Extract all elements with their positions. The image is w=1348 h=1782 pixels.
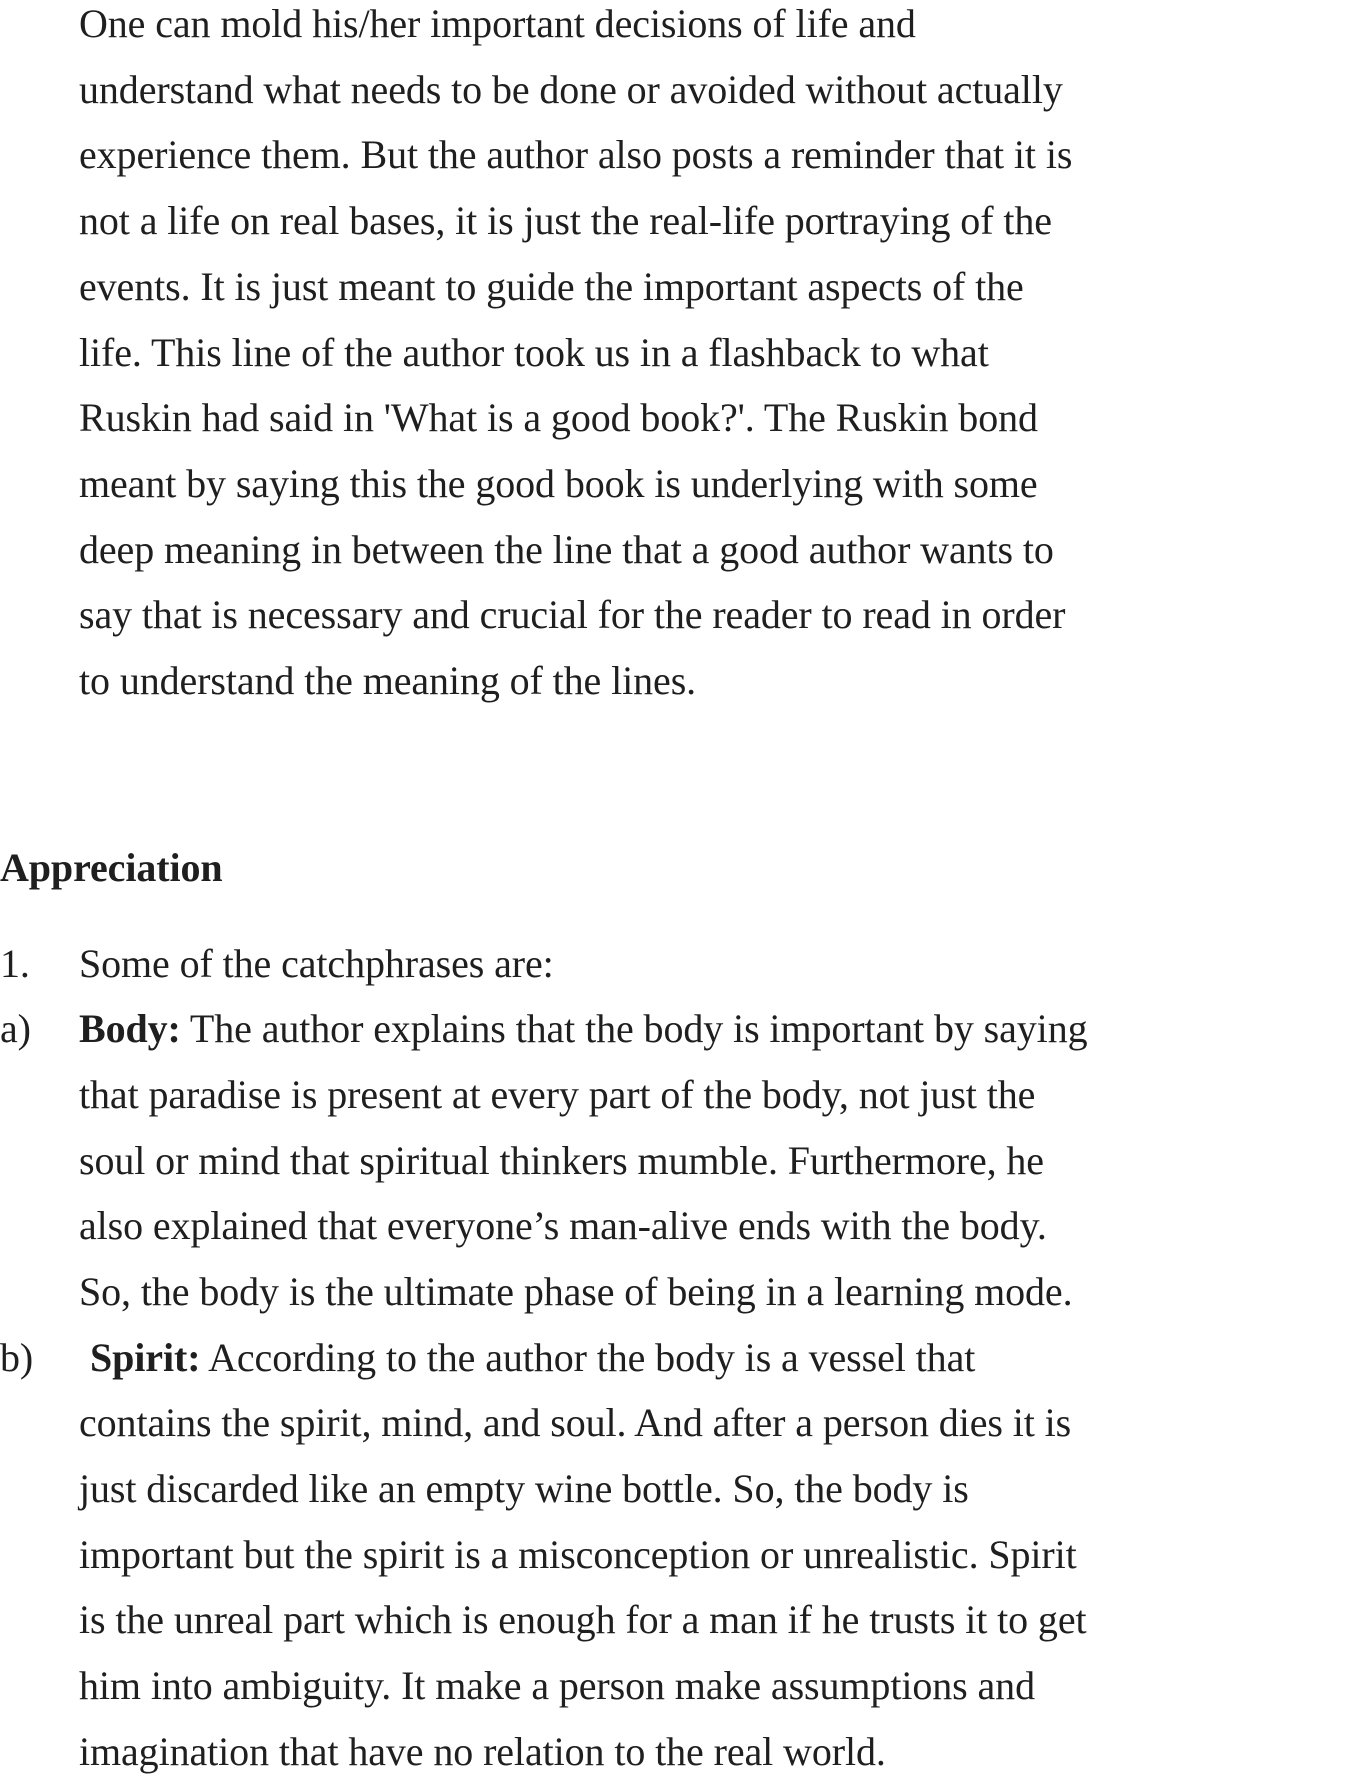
list-item-line: him into ambiguity. It make a person make assumptions and [79,1663,1035,1708]
list-item-line: just discarded like an empty wine bottle. So, the body is [79,1466,969,1511]
list-item-line: contains the spirit, mind, and soul. And after a person dies it is [79,1400,1072,1445]
list-item-first-line [90,1335,976,1380]
term-description: The author explains that the body is important by saying [180,1006,1088,1051]
list-item-line: also explained that everyone’s man-alive ends with the body. [79,1203,1047,1248]
list-marker: b) [0,1335,34,1380]
paragraph-line: experience them. But the author also posts a reminder that it is [79,132,1073,177]
list-item-line: is the unreal part which is enough for a man if he trusts it to get [79,1597,1087,1642]
term-description: According to the author the body is a vessel that [200,1335,976,1380]
paragraph-line: meant by saying this the good book is underlying with some [79,461,1038,506]
list-item-line: soul or mind that spiritual thinkers mumble. Furthermore, he [79,1138,1044,1183]
list-item-line: imagination that have no relation to the real world. [79,1729,886,1774]
paragraph-line: events. It is just meant to guide the important aspects of the [79,264,1024,309]
list-item-text: Some of the catchphrases are: [79,941,554,986]
paragraph-line: say that is necessary and crucial for the reader to read in order [79,592,1066,637]
list-item-first-line [79,1006,1088,1051]
paragraph-line: One can mold his/her important decisions of life and [79,1,916,46]
paragraph-line: to understand the meaning of the lines. [79,658,697,703]
list-marker: a) [0,1006,31,1051]
paragraph-line: Ruskin had said in 'What is a good book?'. The Ruskin bond [79,395,1038,440]
list-item-line: that paradise is present at every part of the body, not just the [79,1072,1036,1117]
term-label: Body: [79,1006,181,1051]
section-heading: Appreciation [0,845,223,890]
paragraph-line: not a life on real bases, it is just the real-life portraying of the [79,198,1052,243]
paragraph-line: life. This line of the author took us in a flashback to what [79,330,989,375]
term-label: Spirit: [90,1335,201,1380]
paragraph-line: understand what needs to be done or avoided without actually [79,67,1063,112]
list-marker: 1. [0,941,30,986]
list-item-line: important but the spirit is a misconception or unrealistic. Spirit [79,1532,1077,1577]
paragraph-line: deep meaning in between the line that a good author wants to [79,527,1054,572]
list-item-line: So, the body is the ultimate phase of being in a learning mode. [79,1269,1073,1314]
